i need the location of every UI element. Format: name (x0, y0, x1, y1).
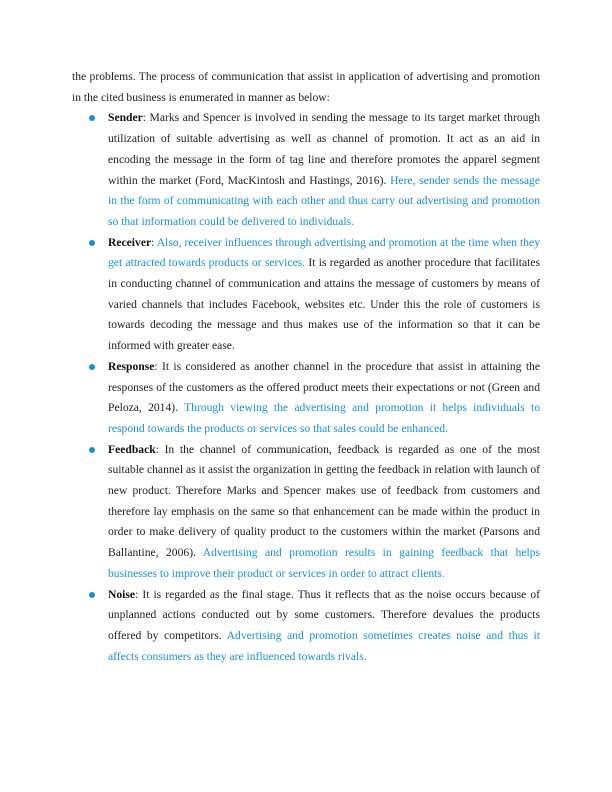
term-separator: : (154, 359, 162, 373)
term-separator: : (142, 111, 150, 125)
body-text: It is considered as another channel in the procedure that assist in attaining the responses of the customers as the offered product meets their expectations or not (Green and Peloza, 2014). (108, 359, 540, 415)
list-item-sender (72, 108, 540, 232)
body-text: It is regarded as another procedure that facilitates in conducting channel of communication and attains the message of customers by means of varied channels that includes Facebook, websites etc. Under this the role of customers is towards decoding the message and thus makes use of the information so that it can be informed with greater ease. (108, 256, 540, 353)
term-separator: : (155, 442, 165, 456)
list-item-noise (72, 585, 540, 668)
list-item-feedback (72, 440, 540, 585)
bullet-dot-icon (89, 592, 95, 598)
highlight-text: Also, receiver influences through advertising and promotion at the time when they get attracted towards products or services. (108, 235, 540, 270)
body-text: In the channel of communication, feedback is regarded as one of the most suitable channel as it assist the organization in getting the feedback in relation with launch of new product. Therefore Marks and Spencer makes use of feedback from customers and therefore lay emphasis on the same so that enhancement can be made within the product in order to make delivery of quality product to the customers within the market (Parsons and Ballantine, 2006). (108, 442, 540, 560)
bullet-dot-icon (89, 447, 95, 453)
bullet-dot-icon (89, 364, 95, 370)
highlight-text: Here, sender sends the message in the form of communicating with each other and thus carry out advertising and promotion so that information could be delivered to individuals. (108, 173, 541, 228)
highlight-text: Advertising and promotion sometimes creates noise and thus it affects consumers as they are influenced towards rivals. (108, 628, 540, 663)
term-label: Noise (108, 587, 136, 601)
highlight-text: Advertising and promotion results in gaining feedback that helps businesses to improve their product or services in order to attract clients. (108, 546, 540, 580)
term-label: Response (108, 359, 155, 373)
list-item-response (72, 357, 540, 440)
term-label: Feedback (108, 442, 156, 456)
term-label: Receiver (108, 235, 152, 249)
term-separator: : (151, 235, 157, 249)
list-item-receiver (72, 233, 540, 357)
term-separator: : (135, 587, 143, 601)
communication-process-list (72, 108, 540, 667)
bullet-dot-icon (89, 240, 95, 246)
term-label: Sender (108, 111, 143, 125)
body-text: It is regarded as the final stage. Thus it reflects that as the noise occurs because of unplanned actions conducted out by some customers. Therefore devalues the products offered by competitors. (108, 587, 540, 642)
document-page (72, 67, 540, 667)
intro-paragraph: the problems. The process of communication that assist in application of advertising and promotion in the cited business is enumerated in manner as below: (72, 70, 540, 104)
body-text: Marks and Spencer is involved in sending the message to its target market through utilization of suitable advertising as well as channel of promotion. It act as an aid in encoding the message in the form of tag line and therefore promotes the apparel segment within the market (Ford, MacKintosh and Hastings, 2016). (108, 111, 541, 187)
highlight-text: Through viewing the advertising and promotion it helps individuals to respond towards the products or services so that sales could be enhanced. (108, 401, 540, 435)
bullet-dot-icon (89, 115, 95, 121)
